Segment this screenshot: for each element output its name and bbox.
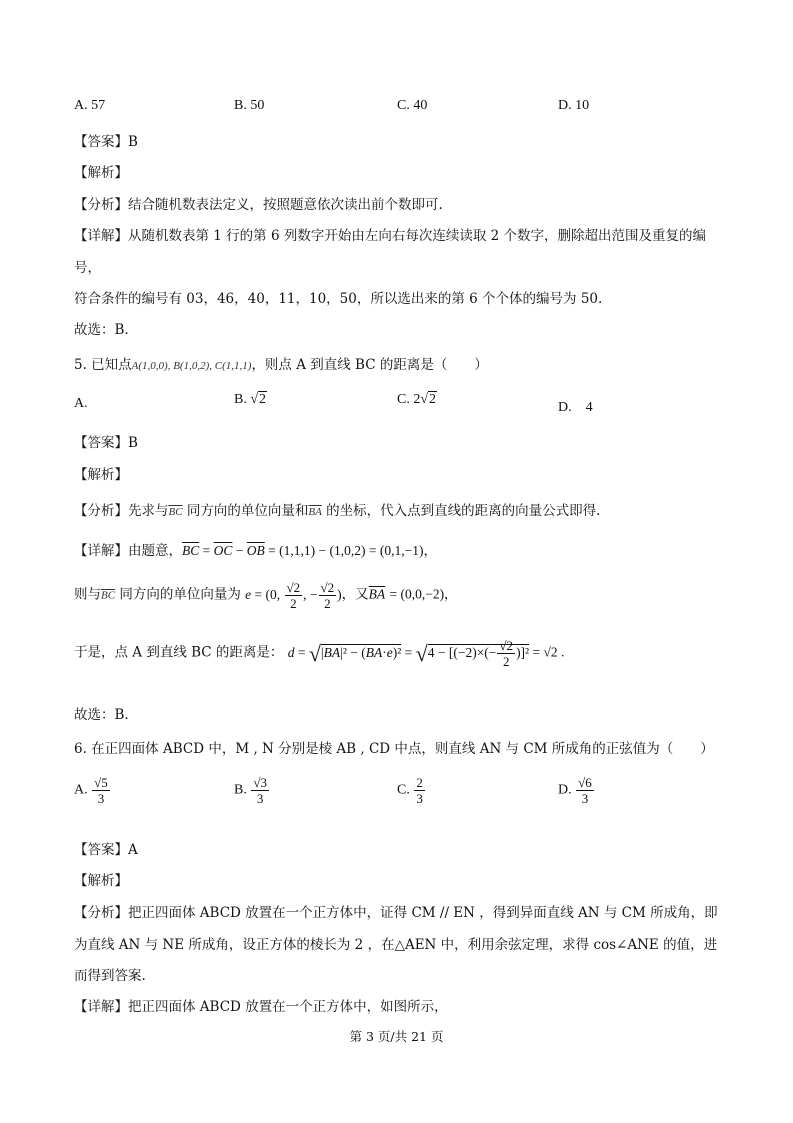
- q5-choose: 故选：B.: [74, 707, 129, 723]
- q4-xiangjie-2: 符合条件的编号有 03，46，40，11，10，50，所以选出来的第 6 个个体的编号为 50.: [74, 291, 603, 307]
- q4-answer: 【答案】B: [74, 134, 138, 150]
- q6-stem: 6. 在正四面体 ABCD 中，M , N 分别是棱 AB , CD 中点，则直线 AN 与 CM 所成角的正弦值为（ ）: [74, 741, 714, 757]
- q6-option-b: B. $\frac{√3}{3}$: [234, 775, 267, 806]
- q4-xiangjie-1b: 号，: [74, 260, 101, 276]
- q5-analysis-label: 【解析】: [74, 467, 128, 483]
- q6-fenxi-1: 【分析】把正四面体 ABCD 放置在一个正方体中，证得 CM // EN ，得到异面直线 AN 与 CM 所成角，即: [74, 905, 718, 921]
- q5-points: A(1,0,0), B(1,0,2), C(1,1,1): [131, 360, 252, 372]
- q5-option-c: [397, 392, 437, 408]
- q5-detail-line-1: 【详解】由题意，$\overline{BC} = \overline{OC} - \overline{OB} = (1,1,1) - (1,0,2) = (0,1,-1)$，: [74, 543, 437, 559]
- vector-bc: $\overline{BC}$: [168, 506, 183, 518]
- q5-option-c-label: C.: [397, 392, 410, 407]
- q5-stem-suffix: ，则点 A 到直线 BC 的距离是（ ）: [251, 357, 488, 373]
- q6-option-a: A. $\frac{√5}{3}$: [74, 775, 108, 806]
- q5-option-b-value: √2: [250, 392, 267, 407]
- q5-stem-prefix: 5. 已知点: [74, 357, 132, 373]
- q5-option-c-coef: 2: [413, 392, 421, 407]
- q6-analysis-label: 【解析】: [74, 873, 128, 889]
- q5-option-b: [234, 392, 267, 408]
- q5-option-a: A.: [74, 396, 88, 411]
- q5-option-d: D. 4: [558, 400, 593, 415]
- q5-detail-line-2: 则与$\overline{BC}$ 同方向的单位向量为 e = (0, $\frac{√2}{2}$ , − $\frac{√2}{2}$ )，又$\overline{BA} = (0,0,-2)$，: [74, 580, 458, 611]
- q5-unit-vector: e = (0, $\frac{√2}{2}$ , − $\frac{√2}{2}$ ): [245, 580, 342, 611]
- q5-answer: 【答案】B: [74, 435, 138, 451]
- q6-fenxi-3: 而得到答案.: [74, 968, 146, 984]
- q6-option-c: C. $\frac{2}{3}$: [397, 775, 423, 806]
- vector-ba: $\overline{BA}$: [308, 506, 322, 518]
- q6-fenxi-2: 为直线 AN 与 NE 所成角，设正方体的棱长为 2 ，在△AEN 中，利用余弦定理，求得 cos∠ANE 的值，进: [74, 937, 718, 953]
- q4-option-b: B. 50: [234, 98, 265, 113]
- q5-distance-formula: $d = √|\overline{BA}|^2 - (\overline{BA}\cdot e)^2 = √4 - [(-2)\times(-$ $\frac{√2}{2}$ )]²: [287, 638, 530, 669]
- q4-option-a: A. 57: [74, 98, 106, 113]
- page-footer: 第 3 页/共 21 页: [349, 1029, 444, 1044]
- q4-choose: 故选：B.: [74, 322, 129, 338]
- q4-analysis-label: 【解析】: [74, 165, 128, 181]
- q4-option-d: D. 10: [558, 98, 590, 113]
- q4-fenxi: 【分析】结合随机数表法定义，按照题意依次读出前个数即可.: [74, 197, 443, 213]
- q5-detail-line-3: 于是，点 A 到直线 BC 的距离是： $d = √|\overline{BA}|^2 - (\overline{BA}\cdot e)^2 = √4 - [(-2)\times(-$ $\frac{√2}{2}$ )]² = √2 .: [74, 638, 565, 669]
- q6-option-d: D. $\frac{√6}{3}$: [558, 775, 592, 806]
- q5-option-b-label: B.: [234, 392, 247, 407]
- q5-stem: [74, 353, 488, 373]
- q5-option-c-value: √2: [420, 392, 437, 407]
- q4-option-c: C. 40: [397, 98, 428, 113]
- q4-xiangjie-1: 【详解】从随机数表第 1 行的第 6 列数字开始由左向右每次连续读取 2 个数字，删除超出范围及重复的编: [74, 228, 707, 244]
- q5-detail-vectors: $\overline{BC} = \overline{OC} - \overline{OB}$: [182, 543, 265, 558]
- q5-fenxi: 【分析】先求与$\overline{BC}$ 同方向的单位向量和$\overline{BA}$ 的坐标，代入点到直线的距离的向量公式即得.: [74, 503, 601, 519]
- q6-xiangjie: 【详解】把正四面体 ABCD 放置在一个正方体中，如图所示，: [74, 999, 448, 1015]
- q6-answer: 【答案】A: [74, 842, 138, 858]
